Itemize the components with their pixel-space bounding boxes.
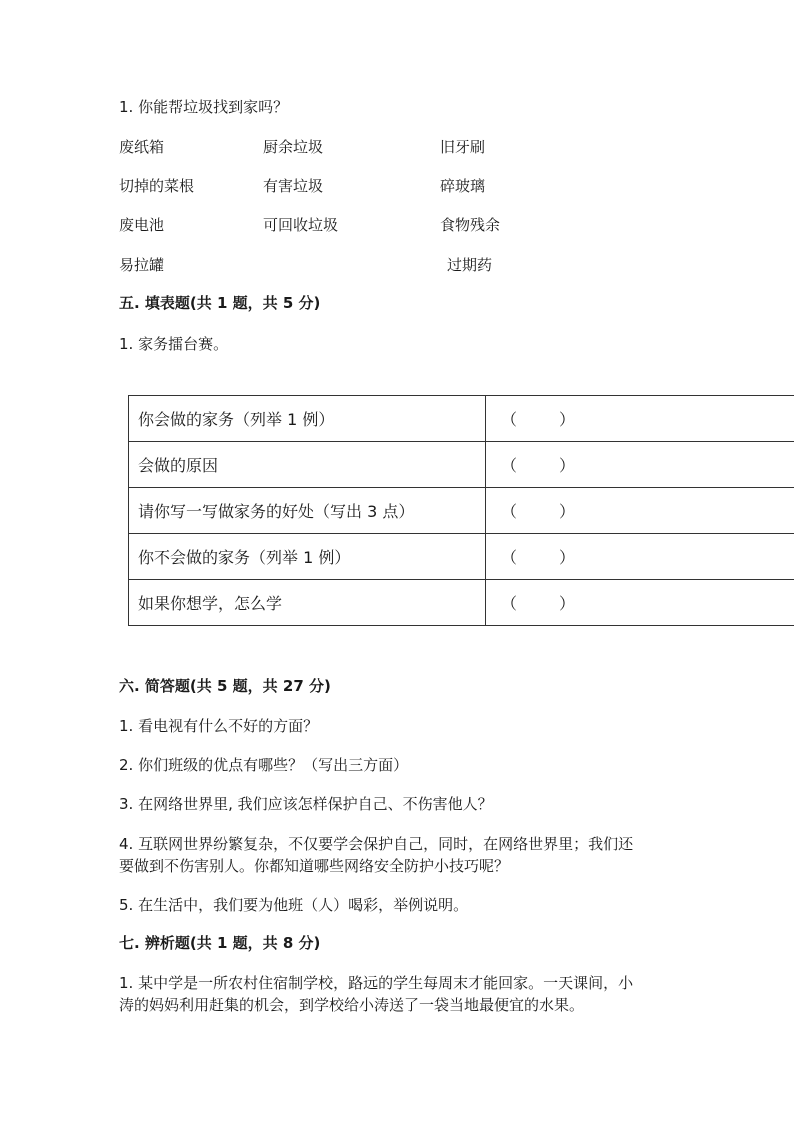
table-cell-label: 请你写一写做家务的好处（写出 3 点） — [129, 488, 486, 534]
close-paren: ） — [559, 594, 576, 613]
table-row — [129, 534, 794, 580]
list-item: 厨余垃圾 — [263, 138, 324, 156]
table-row — [129, 580, 794, 626]
list-item: 废纸箱 — [119, 138, 165, 156]
close-paren: ） — [559, 456, 576, 475]
open-paren: （ — [501, 548, 518, 567]
question-text: 1. 看电视有什么不好的方面？ — [119, 717, 319, 735]
list-item: 切掉的菜根 — [119, 177, 195, 195]
answer-blank[interactable] — [486, 488, 794, 534]
table-row — [129, 396, 794, 442]
question-text: 涛的妈妈利用赶集的机会，到学校给小涛送了一袋当地最便宜的水果。 — [119, 996, 585, 1014]
table-cell-label: 你会做的家务（列举 1 例） — [129, 396, 486, 442]
section-heading: 五. 填表题(共 1 题，共 5 分) — [119, 294, 321, 312]
q1-question: 1. 你能帮垃圾找到家吗？ — [119, 98, 289, 116]
section-heading: 六. 简答题(共 5 题，共 27 分) — [119, 677, 331, 695]
close-paren: ） — [559, 548, 576, 567]
list-item: 易拉罐 — [119, 256, 165, 274]
question-text: 5. 在生活中，我们要为他班（人）喝彩，举例说明。 — [119, 896, 469, 914]
list-item: 有害垃圾 — [263, 177, 324, 195]
table-cell-label: 会做的原因 — [129, 442, 486, 488]
question-text: 3. 在网络世界里, 我们应该怎样保护自己、不伤害他人？ — [119, 795, 493, 813]
question-text: 1. 某中学是一所农村住宿制学校，路远的学生每周末才能回家。一天课间，小 — [119, 974, 634, 992]
answer-blank[interactable] — [486, 580, 794, 626]
list-item: 可回收垃圾 — [263, 216, 339, 234]
table-cell-label: 如果你想学，怎么学 — [129, 580, 486, 626]
open-paren: （ — [501, 502, 518, 521]
open-paren: （ — [501, 410, 518, 429]
table-row — [129, 442, 794, 488]
close-paren: ） — [559, 502, 576, 521]
list-item: 碎玻璃 — [440, 177, 486, 195]
table-cell-label: 你不会做的家务（列举 1 例） — [129, 534, 486, 580]
list-item: 旧牙刷 — [440, 138, 486, 156]
table-row — [129, 488, 794, 534]
close-paren: ） — [559, 410, 576, 429]
list-item: 废电池 — [119, 216, 165, 234]
open-paren: （ — [501, 456, 518, 475]
list-item: 过期药 — [447, 256, 493, 274]
question-text: 4. 互联网世界纷繁复杂，不仅要学会保护自己，同时，在网络世界里；我们还 — [119, 835, 634, 853]
question-text: 1. 家务擂台赛。 — [119, 335, 229, 353]
question-text: 要做到不伤害别人。你都知道哪些网络安全防护小技巧呢？ — [119, 857, 510, 875]
question-text: 2. 你们班级的优点有哪些？（写出三方面） — [119, 756, 409, 774]
open-paren: （ — [501, 594, 518, 613]
answer-blank[interactable] — [486, 534, 794, 580]
section-heading: 七. 辨析题(共 1 题，共 8 分) — [119, 934, 321, 952]
chore-table — [128, 395, 794, 626]
answer-blank[interactable] — [486, 442, 794, 488]
answer-blank[interactable] — [486, 396, 794, 442]
list-item: 食物残余 — [440, 216, 501, 234]
